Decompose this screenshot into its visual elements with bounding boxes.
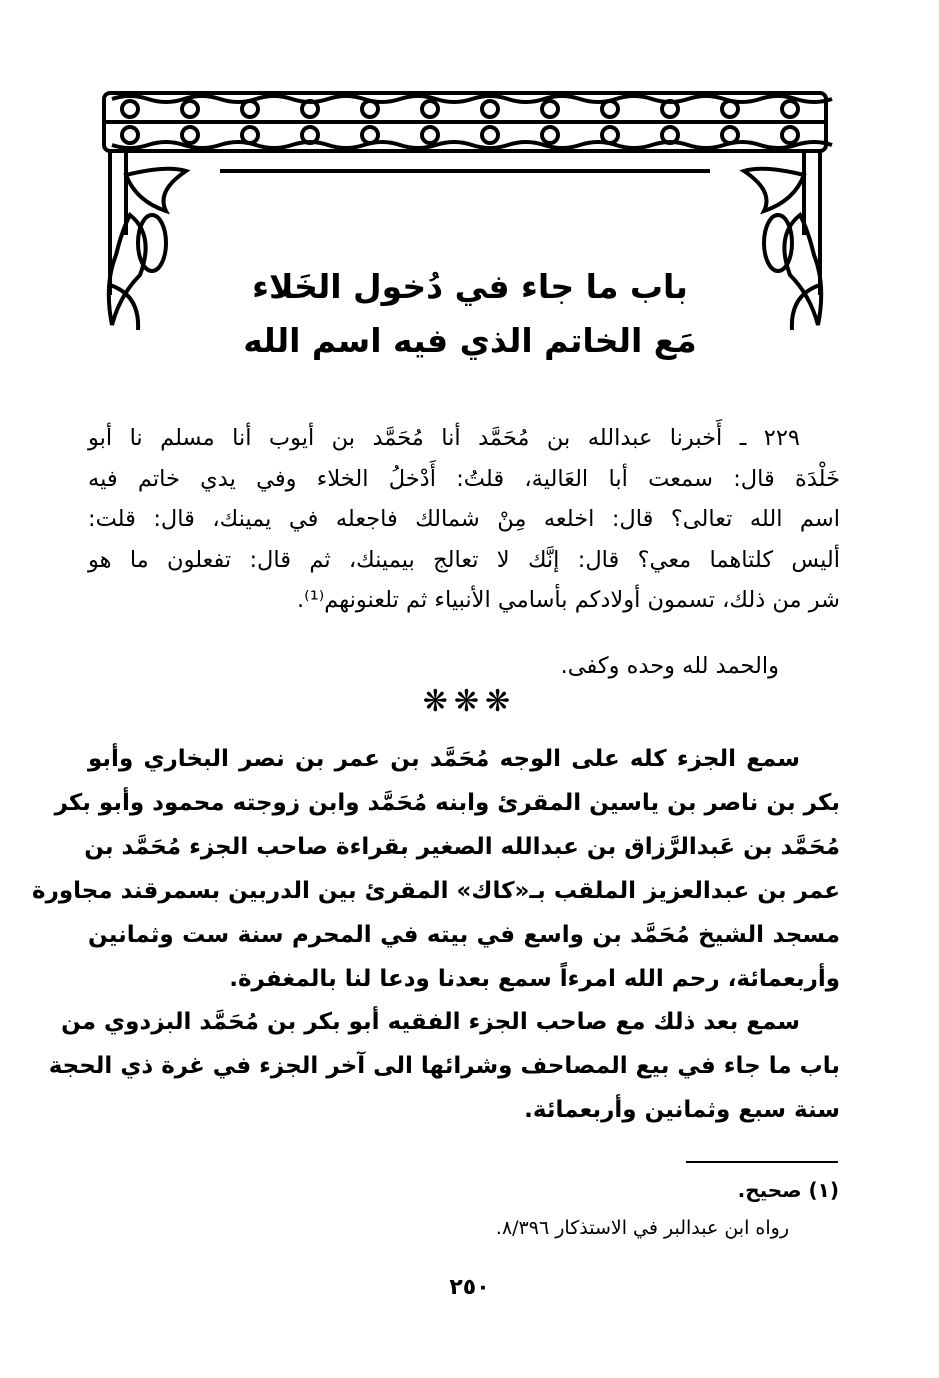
sama-line: باب ما جاء في بيع المصاحف وشرائها الى آخر الجزء في غرة ذي الحجة <box>48 1053 840 1079</box>
sama-line: سمع الجزء كله على الوجه مُحَمَّد بن عمر بن نصر البخاري وأبو <box>88 746 800 772</box>
sama-line: سمع بعد ذلك مع صاحب الجزء الفقيه أبو بكر بن مُحَمَّد البزدوي من <box>61 1009 800 1035</box>
footnote-1: (١) صحيح. <box>737 1178 839 1202</box>
sama-line: بكر بن ناصر بن ياسين المقرئ وابنه مُحَمَّد وابن زوجته محمود وأبو بكر <box>54 790 840 816</box>
hadith-line: ٢٢٩ ـ أَخبرنا عبدالله بن مُحَمَّد أنا مُحَمَّد بن أيوب أنا مسلم نا أبو <box>88 425 800 451</box>
hadith-line: اسم الله تعالى؟ قال: اخلعه مِنْ شمالك فاجعله في يمينك، قال: قلت: <box>88 506 840 532</box>
sama-line: سنة سبع وثمانين وأربعمائة. <box>524 1097 840 1123</box>
chapter-title-line-2: مَع الخاتم الذي فيه اسم الله <box>243 321 697 360</box>
sama-line: عمر بن عبدالعزيز الملقب بـ«كاك» المقرئ بين الدربين بسمرقند مجاورة <box>32 878 840 904</box>
section-separator: ❋❋❋ <box>422 684 517 719</box>
chapter-title-line-1: باب ما جاء في دُخول الخَلاء <box>252 267 688 306</box>
hadith-line: أليس كلتاهما معي؟ قال: إنَّك لا تعالج بيمينك، ثم قال: تفعلون ما هو <box>88 546 840 573</box>
sama-line: مُحَمَّد بن عَبدالرَّزاق بن عبدالله الصغير بقراءة صاحب الجزء مُحَمَّد بن <box>84 834 840 860</box>
sama-line: مسجد الشيخ مُحَمَّد بن واسع في بيته في المحرم سنة ست وثمانين <box>88 922 840 948</box>
sama-paragraph-2 <box>48 1000 840 1132</box>
footnote-divider <box>686 1161 838 1163</box>
page-number: ٢٥٠ <box>449 1275 490 1300</box>
sama-paragraph-1 <box>32 737 840 1001</box>
footnote-1-source: رواه ابن عبدالبر في الاستذكار ٨/٣٩٦. <box>495 1217 789 1239</box>
hadith-line: شر من ذلك، تسمون أولادكم بأسامي الأنبياء ثم تلعنونهم⁽¹⁾. <box>297 587 840 613</box>
sama-line: وأربعمائة، رحم الله امرءاً سمع بعدنا ودعا لنا بالمغفرة. <box>229 966 840 992</box>
hadith-line: خَلْدَة قال: سمعت أبا العَالية، قلتُ: أَدْخلُ الخلاء وفي يدي خاتم فيه <box>88 465 840 492</box>
hadith-paragraph <box>88 418 840 621</box>
closing-praise: والحمد لله وحده وكفى. <box>560 653 779 679</box>
